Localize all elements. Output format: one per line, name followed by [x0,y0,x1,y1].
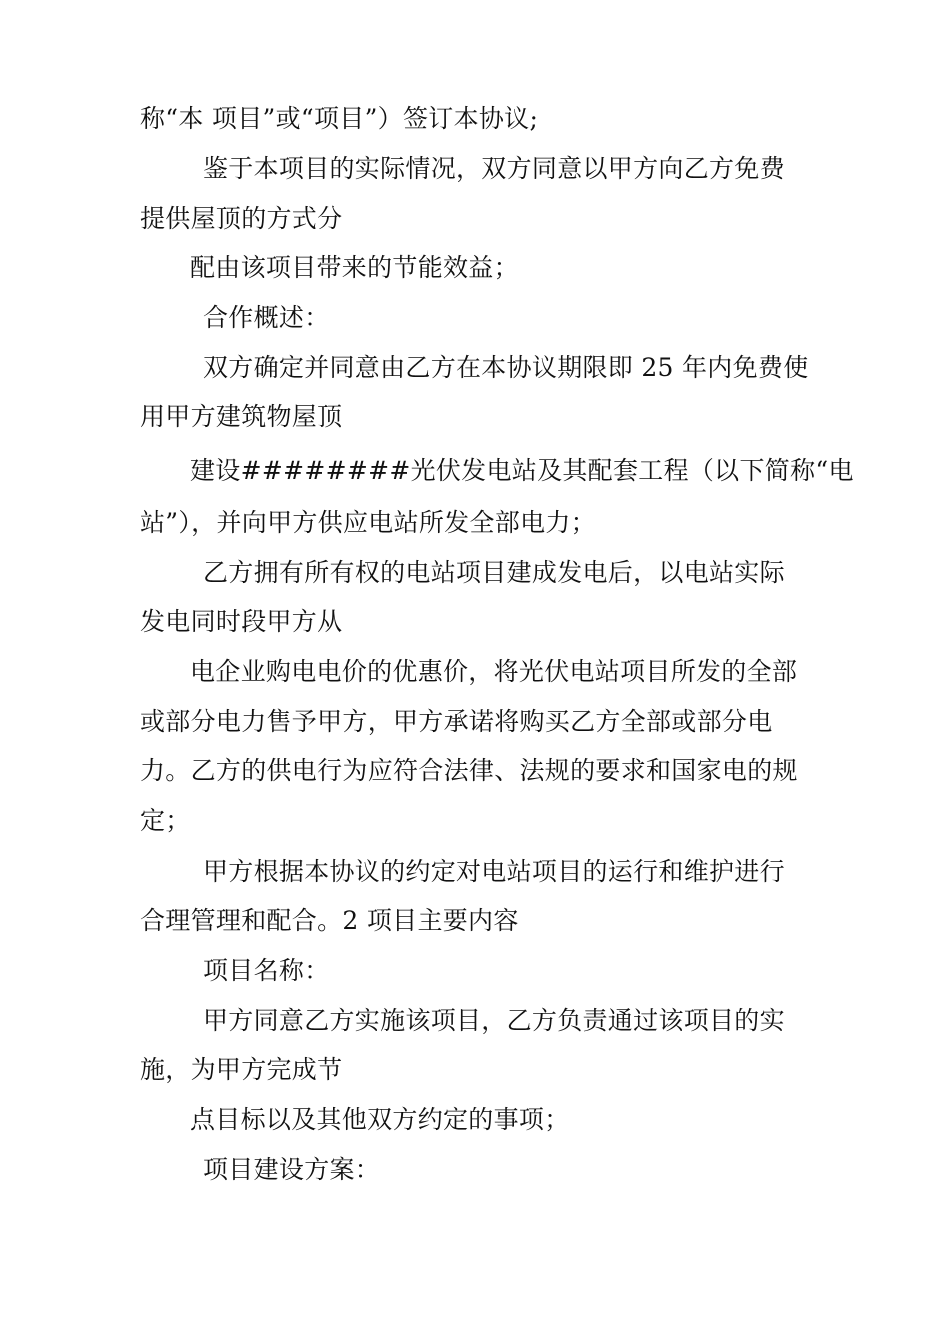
text-line: 合作概述： [203,303,330,332]
text-line: 用甲方建筑物屋顶 [140,402,343,431]
text-line: 施，为甲方完成节 [140,1055,343,1084]
text-line: 发电同时段甲方从 [140,607,343,636]
text-line: 建设########光伏发电站及其配套工程（以下简称“电 [190,456,854,485]
text-line: 项目名称： [203,956,330,985]
text-line: 点目标以及其他双方约定的事项； [190,1105,570,1134]
text-line: 甲方同意乙方实施该项目，乙方负责通过该项目的实 [203,1006,785,1035]
text-line: 力。乙方的供电行为应符合法律、法规的要求和国家电的规 [140,756,798,785]
text-line: 合理管理和配合。2 项目主要内容 [140,906,519,935]
text-line: 称“本 项目”或“项目”）签订本协议; [140,104,539,133]
text-line: 或部分电力售予甲方，甲方承诺将购买乙方全部或部分电 [140,707,773,736]
text-line: 提供屋顶的方式分 [140,204,343,233]
text-line: 双方确定并同意由乙方在本协议期限即 25 年内免费使 [203,353,809,382]
text-line: 鉴于本项目的实际情况，双方同意以甲方向乙方免费 [203,154,785,183]
text-line: 定； [140,806,191,835]
text-line: 项目建设方案： [203,1155,381,1184]
text-line: 乙方拥有所有权的电站项目建成发电后，以电站实际 [203,558,785,587]
text-line: 电企业购电电价的优惠价，将光伏电站项目所发的全部 [190,657,798,686]
text-line: 配由该项目带来的节能效益； [190,253,519,282]
text-line: 站”），并向甲方供应电站所发全部电力； [140,508,596,537]
text-line: 甲方根据本协议的约定对电站项目的运行和维护进行 [203,857,785,886]
